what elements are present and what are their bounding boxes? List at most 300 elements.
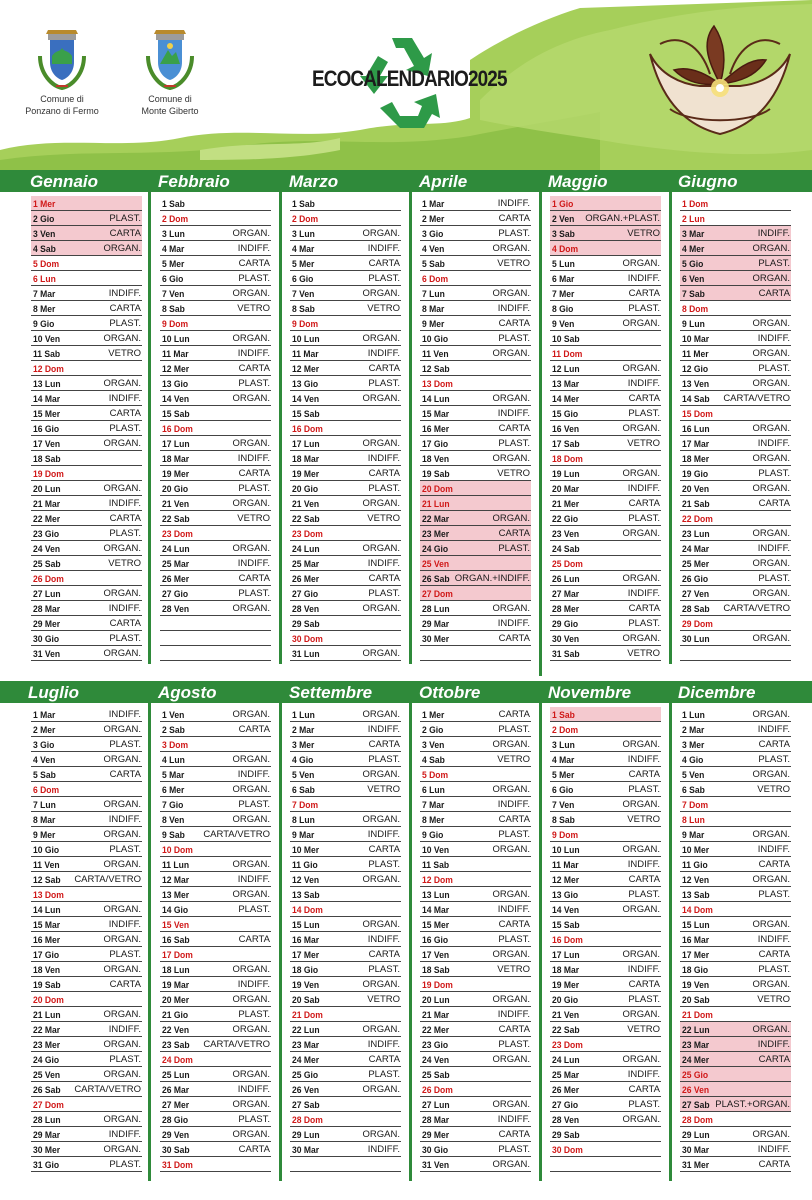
day-label: 19 Dom [33, 469, 64, 480]
day-row [420, 1007, 531, 1022]
waste-type: ORGAN. [232, 814, 270, 825]
day-label: 20 Lun [33, 484, 61, 495]
waste-type: CARTA [758, 498, 790, 509]
waste-type: ORGAN. [103, 724, 141, 735]
day-row [31, 1157, 142, 1172]
day-row [550, 571, 661, 586]
header [0, 0, 812, 170]
day-label: 19 Mer [292, 469, 320, 480]
day-label: 2 Dom [552, 725, 579, 736]
waste-type: CARTA [498, 318, 530, 329]
day-label: 3 Gio [422, 229, 444, 240]
day-label: 30 Lun [682, 634, 710, 645]
day-label: 11 Mar [292, 349, 319, 360]
day-row [680, 241, 791, 256]
empty-row [160, 646, 271, 661]
day-label: 2 Sab [162, 725, 185, 736]
day-label: 20 Gio [292, 484, 319, 495]
waste-type: PLAST. [628, 618, 660, 629]
waste-type: PLAST. [238, 273, 270, 284]
waste-type: PLAST. [758, 754, 790, 765]
waste-type: PLAST. [498, 724, 530, 735]
day-row [420, 481, 531, 496]
day-label: 17 Mer [682, 950, 710, 961]
day-row [550, 616, 661, 631]
waste-type: INDIFF. [627, 964, 660, 975]
day-label: 29 Sab [292, 619, 320, 630]
day-label: 21 Ven [292, 499, 320, 510]
day-row [550, 842, 661, 857]
waste-type: PLAST. [368, 273, 400, 284]
month-title-febbraio: Febbraio [158, 172, 230, 191]
waste-type: CARTA/VETRO [203, 829, 270, 840]
month-title-gennaio: Gennaio [30, 172, 99, 191]
day-row [550, 932, 661, 947]
day-row [680, 556, 791, 571]
day-label: 15 Mer [33, 409, 61, 420]
waste-type: ORGAN. [103, 934, 141, 945]
waste-type: ORGAN. [492, 393, 530, 404]
day-row [31, 541, 142, 556]
day-row [290, 797, 401, 812]
day-row [420, 932, 531, 947]
day-label: 24 Dom [162, 1055, 193, 1066]
day-label: 8 Mar [33, 815, 56, 826]
day-row [550, 1112, 661, 1127]
waste-type: CARTA [238, 258, 270, 269]
day-label: 17 Ven [422, 950, 450, 961]
day-row [420, 586, 531, 601]
waste-type: PLAST. [628, 303, 660, 314]
waste-type: ORGAN. [752, 769, 790, 780]
day-row [680, 887, 791, 902]
day-row [420, 737, 531, 752]
day-row [31, 782, 142, 797]
day-label: 27 Mer [162, 1100, 190, 1111]
day-label: 30 Dom [552, 1145, 583, 1156]
day-label: 21 Sab [682, 499, 710, 510]
day-row [290, 511, 401, 526]
waste-type: INDIFF. [367, 724, 400, 735]
waste-type: ORGAN. [622, 633, 660, 644]
day-label: 14 Gio [162, 905, 189, 916]
waste-type: INDIFF. [627, 273, 660, 284]
day-row [290, 271, 401, 286]
empty-row [160, 631, 271, 646]
day-row [420, 752, 531, 767]
day-label: 2 Ven [552, 214, 575, 225]
day-label: 27 Sab [292, 1100, 320, 1111]
day-label: 22 Dom [682, 514, 713, 525]
column-divider [409, 192, 412, 664]
day-label: 22 Sab [162, 514, 190, 525]
waste-type: ORGAN. [103, 1114, 141, 1125]
municipality-2-line1: Comune di [148, 94, 192, 104]
day-label: 16 Dom [292, 424, 323, 435]
day-label: 1 Mar [33, 710, 56, 721]
day-label: 1 Ven [162, 710, 185, 721]
day-row [160, 481, 271, 496]
day-row [290, 872, 401, 887]
day-row [680, 481, 791, 496]
day-label: 29 Dom [682, 619, 713, 630]
day-row [550, 376, 661, 391]
day-label: 18 Sab [33, 454, 61, 465]
day-row [31, 331, 142, 346]
waste-type: INDIFF. [367, 558, 400, 569]
day-row [31, 256, 142, 271]
day-label: 13 Dom [33, 890, 64, 901]
day-row [420, 842, 531, 857]
day-row [31, 316, 142, 331]
day-label: 16 Mer [33, 935, 61, 946]
day-label: 22 Mar [33, 1025, 61, 1036]
day-row [550, 917, 661, 932]
waste-type: PLAST. [498, 543, 530, 554]
day-label: 16 Gio [33, 424, 60, 435]
day-label: 8 Sab [292, 304, 315, 315]
day-label: 21 Ven [552, 1010, 580, 1021]
waste-type: ORGAN. [492, 513, 530, 524]
day-label: 28 Dom [292, 1115, 323, 1126]
waste-type: ORGAN. [103, 543, 141, 554]
day-label: 16 Lun [682, 424, 710, 435]
empty-row [420, 646, 531, 661]
day-row [31, 1142, 142, 1157]
waste-type: ORGAN. [752, 348, 790, 359]
day-row [160, 451, 271, 466]
day-label: 20 Gio [162, 484, 189, 495]
day-row [550, 256, 661, 271]
day-row [160, 917, 271, 932]
day-label: 23 Dom [552, 1040, 583, 1051]
day-row [420, 511, 531, 526]
day-row [31, 361, 142, 376]
waste-type: ORGAN. [492, 348, 530, 359]
waste-type: PLAST. [238, 1114, 270, 1125]
day-label: 4 Gio [682, 755, 704, 766]
day-label: 6 Lun [422, 785, 445, 796]
day-label: 5 Mer [162, 259, 185, 270]
day-row [160, 1052, 271, 1067]
waste-type: INDIFF. [108, 393, 141, 404]
day-label: 3 Mar [682, 229, 705, 240]
waste-type: PLAST. [368, 859, 400, 870]
day-label: 28 Ven [162, 604, 190, 615]
day-label: 5 Sab [33, 770, 56, 781]
day-label: 6 Lun [33, 274, 56, 285]
day-row [160, 1112, 271, 1127]
day-row [31, 646, 142, 661]
day-row [31, 556, 142, 571]
day-label: 29 Ven [162, 1130, 190, 1141]
day-row [680, 932, 791, 947]
day-label: 21 Mar [422, 1010, 450, 1021]
day-label: 23 Dom [162, 529, 193, 540]
day-row [31, 1037, 142, 1052]
day-row [160, 196, 271, 211]
day-label: 16 Mar [292, 935, 320, 946]
day-label: 26 Dom [33, 574, 64, 585]
waste-type: CARTA [628, 498, 660, 509]
day-row [290, 992, 401, 1007]
day-label: 22 Lun [682, 1025, 710, 1036]
empty-row [680, 646, 791, 661]
waste-type: VETRO [367, 784, 400, 795]
waste-type: ORGAN. [752, 829, 790, 840]
day-row [550, 812, 661, 827]
day-row [420, 782, 531, 797]
day-row [290, 752, 401, 767]
month-column [680, 707, 791, 1172]
waste-type: ORGAN. [362, 648, 400, 659]
waste-type: VETRO [627, 814, 660, 825]
waste-type: ORGAN. [232, 288, 270, 299]
waste-type: ORGAN. [103, 1039, 141, 1050]
day-label: 4 Mer [682, 244, 705, 255]
day-row [680, 451, 791, 466]
day-row [31, 631, 142, 646]
waste-type: PLAST.+ORGAN. [715, 1099, 790, 1110]
day-label: 9 Dom [292, 319, 319, 330]
day-label: 6 Sab [682, 785, 705, 796]
waste-type: VETRO [497, 754, 530, 765]
waste-type: INDIFF. [237, 558, 270, 569]
waste-type: PLAST. [628, 408, 660, 419]
day-row [290, 1052, 401, 1067]
waste-type: CARTA [498, 423, 530, 434]
day-row [290, 1022, 401, 1037]
day-label: 17 Gio [33, 950, 60, 961]
day-label: 13 Ven [682, 379, 710, 390]
day-row [160, 1007, 271, 1022]
day-label: 10 Lun [552, 845, 580, 856]
waste-type: PLAST. [109, 213, 141, 224]
waste-type: ORGAN. [103, 799, 141, 810]
waste-type: CARTA [758, 1054, 790, 1065]
day-row [680, 271, 791, 286]
month-title-settembre: Settembre [289, 683, 373, 702]
day-label: 15 Mar [422, 409, 450, 420]
day-row [160, 406, 271, 421]
day-row [420, 301, 531, 316]
waste-type: INDIFF. [237, 874, 270, 885]
day-label: 10 Sab [552, 334, 580, 345]
day-label: 1 Lun [682, 710, 705, 721]
day-row [550, 737, 661, 752]
waste-type: INDIFF. [237, 769, 270, 780]
month-title-agosto: Agosto [158, 683, 217, 702]
day-label: 28 Mar [33, 604, 61, 615]
waste-type: INDIFF. [497, 618, 530, 629]
day-row [290, 601, 401, 616]
day-row [420, 1097, 531, 1112]
day-row [420, 1112, 531, 1127]
day-label: 5 Dom [422, 770, 449, 781]
waste-type: VETRO [497, 258, 530, 269]
day-row [420, 917, 531, 932]
day-row [31, 1052, 142, 1067]
day-label: 13 Lun [33, 379, 61, 390]
day-label: 18 Mar [162, 454, 190, 465]
waste-type: ORGAN. [362, 333, 400, 344]
day-label: 22 Mar [422, 514, 450, 525]
day-row [420, 256, 531, 271]
day-label: 3 Mer [292, 740, 315, 751]
waste-type: ORGAN.+INDIFF. [454, 573, 530, 584]
month-column [31, 196, 142, 661]
waste-type: ORGAN. [232, 784, 270, 795]
day-row [31, 241, 142, 256]
day-label: 12 Ven [292, 875, 320, 886]
day-label: 5 Mar [162, 770, 185, 781]
day-row [420, 1157, 531, 1172]
day-label: 17 Mar [682, 439, 710, 450]
day-label: 6 Ven [682, 274, 705, 285]
day-label: 23 Mer [422, 529, 450, 540]
day-label: 18 Mar [552, 965, 580, 976]
day-label: 22 Gio [552, 514, 579, 525]
day-row [160, 947, 271, 962]
day-label: 2 Dom [292, 214, 319, 225]
day-label: 25 Mar [552, 1070, 580, 1081]
waste-type: INDIFF. [757, 543, 790, 554]
waste-type: ORGAN. [232, 603, 270, 614]
waste-type: INDIFF. [367, 1039, 400, 1050]
month-column [31, 707, 142, 1172]
day-label: 18 Gio [682, 965, 709, 976]
day-label: 1 Mar [422, 199, 445, 210]
waste-type: ORGAN. [232, 1099, 270, 1110]
day-row [290, 451, 401, 466]
day-label: 7 Dom [292, 800, 319, 811]
day-row [420, 902, 531, 917]
day-row [680, 541, 791, 556]
day-label: 7 Mar [422, 800, 445, 811]
column-divider [148, 703, 151, 1181]
day-label: 16 Gio [422, 935, 449, 946]
waste-type: VETRO [497, 468, 530, 479]
waste-type: ORGAN. [103, 333, 141, 344]
day-label: 13 Gio [292, 379, 319, 390]
day-label: 23 Lun [682, 529, 710, 540]
waste-type: ORGAN. [492, 994, 530, 1005]
day-row [680, 421, 791, 436]
waste-type: ORGAN. [232, 228, 270, 239]
day-row [31, 346, 142, 361]
day-row [160, 842, 271, 857]
waste-type: INDIFF. [757, 228, 790, 239]
waste-type: ORGAN. [362, 919, 400, 930]
day-row [31, 827, 142, 842]
waste-type: ORGAN. [622, 318, 660, 329]
day-row [550, 722, 661, 737]
day-row [290, 301, 401, 316]
day-row [550, 992, 661, 1007]
waste-type: INDIFF. [108, 288, 141, 299]
day-row [680, 707, 791, 722]
day-row [160, 797, 271, 812]
day-row [31, 271, 142, 286]
waste-type: ORGAN. [752, 273, 790, 284]
day-label: 27 Dom [422, 589, 453, 600]
day-label: 17 Ven [33, 439, 61, 450]
day-row [290, 331, 401, 346]
day-label: 14 Ven [162, 394, 190, 405]
day-row [290, 1127, 401, 1142]
day-row [550, 301, 661, 316]
waste-type: INDIFF. [367, 348, 400, 359]
day-label: 29 Mar [33, 1130, 61, 1141]
day-row [420, 541, 531, 556]
day-label: 25 Ven [422, 559, 450, 570]
day-row [420, 887, 531, 902]
day-label: 20 Sab [682, 995, 710, 1006]
day-row [160, 526, 271, 541]
day-row [550, 346, 661, 361]
day-label: 23 Gio [422, 1040, 449, 1051]
day-label: 7 Mar [33, 289, 56, 300]
day-row [680, 992, 791, 1007]
waste-type: PLAST. [109, 949, 141, 960]
waste-type: CARTA [368, 739, 400, 750]
day-row [680, 782, 791, 797]
day-label: 9 Ven [552, 319, 575, 330]
day-row [160, 331, 271, 346]
waste-type: ORGAN. [232, 964, 270, 975]
day-row [680, 301, 791, 316]
day-label: 30 Mer [422, 634, 450, 645]
waste-type: VETRO [627, 1024, 660, 1035]
day-label: 6 Gio [292, 274, 314, 285]
day-row [550, 421, 661, 436]
day-label: 15 Gio [552, 409, 579, 420]
waste-type: ORGAN. [232, 333, 270, 344]
waste-type: INDIFF. [108, 814, 141, 825]
month-column [680, 196, 791, 661]
waste-type: VETRO [108, 348, 141, 359]
day-row [31, 586, 142, 601]
waste-type: CARTA [498, 814, 530, 825]
day-row [550, 196, 661, 211]
waste-type: PLAST. [368, 378, 400, 389]
day-row [160, 737, 271, 752]
day-label: 26 Mar [162, 1085, 190, 1096]
day-label: 14 Mar [33, 394, 61, 405]
day-label: 21 Dom [292, 1010, 323, 1021]
day-row [290, 1082, 401, 1097]
day-row [550, 827, 661, 842]
day-row [420, 722, 531, 737]
day-label: 1 Mer [33, 199, 56, 210]
day-row [160, 211, 271, 226]
waste-type: VETRO [627, 648, 660, 659]
waste-type: PLAST. [758, 573, 790, 584]
day-label: 14 Lun [422, 394, 450, 405]
day-label: 26 Ven [292, 1085, 320, 1096]
waste-type: CARTA [368, 949, 400, 960]
waste-type: ORGAN. [622, 1009, 660, 1020]
day-row [160, 872, 271, 887]
day-label: 8 Mer [422, 815, 445, 826]
waste-type: CARTA [498, 919, 530, 930]
day-row [290, 436, 401, 451]
day-label: 3 Ven [33, 229, 56, 240]
waste-type: ORGAN. [492, 453, 530, 464]
day-row [680, 616, 791, 631]
day-label: 30 Sab [162, 1145, 190, 1156]
day-label: 4 Gio [292, 755, 314, 766]
